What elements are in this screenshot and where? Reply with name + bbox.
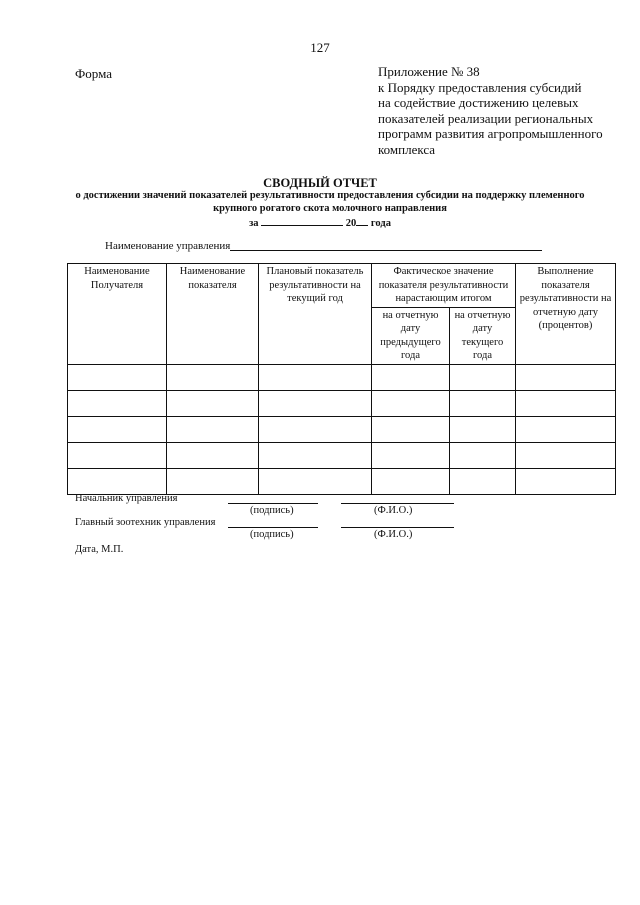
header-completion: Выполнение показателя результативности на отчетную дату (процентов) (516, 264, 616, 365)
zootechnician-name-line[interactable] (341, 527, 454, 528)
header-actual-prev: на отчетную дату предыдущего года (372, 307, 450, 364)
appendix-line: на содействие достижению целевых (378, 95, 579, 111)
appendix-line: к Порядку предоставления субсидий (378, 79, 582, 95)
table-cell[interactable] (167, 468, 259, 494)
department-label: Наименование управления (105, 240, 231, 252)
table-cell[interactable] (259, 364, 372, 390)
period-date-blank (261, 215, 343, 226)
table-cell[interactable] (450, 442, 516, 468)
report-title: СВОДНЫЙ ОТЧЕТ (263, 176, 377, 190)
report-table (67, 263, 616, 495)
table-cell[interactable] (259, 416, 372, 442)
table-cell[interactable] (68, 364, 167, 390)
table-cell[interactable] (167, 416, 259, 442)
table-cell[interactable] (450, 390, 516, 416)
appendix-line: показателей реализации региональных (378, 110, 594, 126)
head-label: Начальник управления (75, 493, 178, 504)
table-cell[interactable] (259, 390, 372, 416)
department-input-line[interactable] (230, 250, 542, 251)
table-cell[interactable] (516, 442, 616, 468)
table-cell[interactable] (372, 468, 450, 494)
head-signature-line[interactable] (228, 503, 318, 504)
table-cell[interactable] (259, 442, 372, 468)
period-suffix: года (370, 218, 391, 229)
report-subtitle: о достижении значений показателей результативности предоставления субсидии на поддержку племенного крупного рогатого скота молочного направления (75, 190, 585, 214)
page-number: 127 (310, 40, 330, 55)
head-name-caption: (Ф.И.О.) (374, 505, 413, 516)
table-cell[interactable] (372, 390, 450, 416)
table-cell[interactable] (516, 468, 616, 494)
table-cell[interactable] (450, 364, 516, 390)
table-cell[interactable] (450, 416, 516, 442)
table-cell[interactable] (167, 364, 259, 390)
head-name-line[interactable] (341, 503, 454, 504)
table-cell[interactable] (450, 468, 516, 494)
table-cell[interactable] (372, 442, 450, 468)
header-planned: Плановый показатель результативности на текущий год (259, 264, 372, 365)
zootechnician-signature-caption: (подпись) (250, 529, 294, 540)
table-row (68, 390, 616, 416)
header-indicator: Наименование показателя (167, 264, 259, 365)
table-cell[interactable] (68, 416, 167, 442)
appendix-line: комплекса (378, 141, 436, 157)
table-cell[interactable] (68, 390, 167, 416)
table-cell[interactable] (167, 442, 259, 468)
table-cell[interactable] (372, 364, 450, 390)
table-cell[interactable] (516, 416, 616, 442)
table-cell[interactable] (516, 390, 616, 416)
table-cell[interactable] (68, 442, 167, 468)
form-label: Форма (75, 66, 112, 81)
appendix-reference (378, 64, 603, 158)
header-actual: Фактическое значение показателя результативности нарастающим итогом (372, 264, 516, 308)
table-row (68, 442, 616, 468)
header-actual-curr: на отчетную дату текущего года (450, 307, 516, 364)
table-cell[interactable] (68, 468, 167, 494)
date-stamp-label: Дата, М.П. (75, 544, 124, 555)
table-row (68, 364, 616, 390)
table-cell[interactable] (516, 364, 616, 390)
zootechnician-signature-line[interactable] (228, 527, 318, 528)
appendix-line: программ развития агропромышленного (378, 126, 603, 142)
table-cell[interactable] (259, 468, 372, 494)
zootechnician-name-caption: (Ф.И.О.) (374, 529, 413, 540)
appendix-line: Приложение № 38 (378, 64, 480, 79)
report-period (0, 215, 640, 229)
table-row (68, 468, 616, 494)
head-signature-caption: (подпись) (250, 505, 294, 516)
period-year: 20 (345, 218, 357, 229)
table-cell[interactable] (167, 390, 259, 416)
zootechnician-label: Главный зоотехник управления (75, 517, 216, 528)
header-recipient: Наименование Получателя (68, 264, 167, 365)
table-row (68, 416, 616, 442)
period-year-blank (356, 215, 368, 226)
table-cell[interactable] (372, 416, 450, 442)
period-prefix: за (249, 218, 259, 229)
